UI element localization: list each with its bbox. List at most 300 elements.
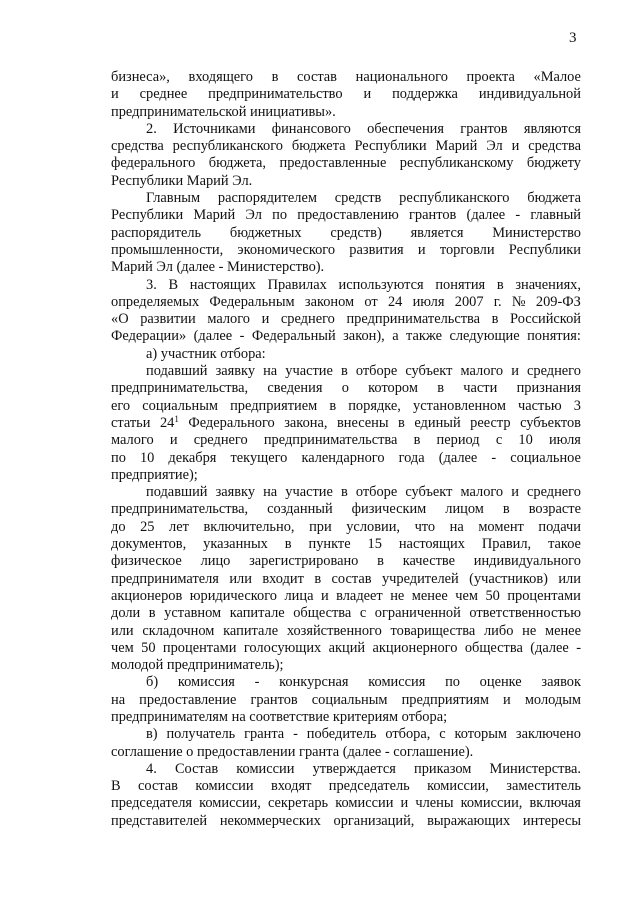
word: (далее [438,449,478,466]
word: члены [415,795,454,812]
word: социальным [142,397,218,414]
word: подавший [146,484,208,501]
text-line [111,155,581,172]
word: 25 [140,518,155,535]
word: некоммерческих [219,812,321,829]
text-line [111,623,581,640]
word: в [437,380,445,397]
word: не [522,622,537,639]
word: в [340,484,348,501]
word: заявку [215,484,256,501]
text-line [111,813,581,830]
word: в [502,501,510,518]
word: и [400,795,409,812]
word: значениях, [515,276,581,293]
word: следующие [449,328,520,345]
word: календарного [301,449,385,466]
word: менее [544,622,581,639]
word: заключено [515,726,581,743]
word: по [111,449,126,466]
text-line [111,294,581,311]
word: внесены [336,414,389,431]
word: текущего [230,449,288,466]
word: 24 [387,293,403,310]
word: торговли [439,241,495,258]
word: участие [285,484,333,501]
word: заявку [215,363,256,380]
word: средств) [330,224,382,241]
word: оценке [479,674,522,691]
word: бизнеса», [111,69,170,85]
word: развитии [140,311,196,328]
text-line [111,795,581,812]
word: среднего [526,363,581,380]
word: - [515,207,521,224]
word: получатель [166,726,236,743]
text-line [111,571,581,588]
word: акций [328,639,366,656]
word: с [359,605,367,622]
word: входит [262,570,304,587]
word: Федеральным [209,293,295,310]
word: зарегистрировано [249,553,359,570]
word: в [271,69,279,85]
word: Эл [486,138,503,155]
word: распорядителем [217,190,317,207]
word: до [111,518,126,535]
word: и [261,311,270,328]
word: «Малое [533,69,581,85]
text-line [111,519,581,536]
word: которым [454,726,508,743]
word: на [449,518,464,535]
word: отбора, [385,726,431,743]
word: комиссии, [460,795,523,812]
word: товарищества [390,622,476,639]
word: комиссия [368,674,426,691]
word: и [111,86,119,103]
word: В [111,778,121,795]
word: предоставлению [297,207,399,224]
word: обеспечения [367,120,444,137]
word: от [364,293,378,310]
word: победитель [306,726,377,743]
word: малого [111,432,154,449]
text-line [111,778,581,795]
word: Федерального [188,414,275,431]
text-line [111,363,581,380]
word: предпринимательства, [111,501,249,518]
word: г. [493,293,502,310]
word: не [390,587,405,604]
word: организаций, [333,812,415,829]
text-line [111,692,581,709]
text-line: а) участник отбора: [146,345,266,362]
word: Федерации» [111,328,187,345]
word: документов, [111,536,187,553]
word: на [263,363,278,380]
word: созданный [267,501,333,518]
word: в [413,432,421,449]
word: голосующих [243,639,322,656]
word: года [398,449,425,466]
text-line [111,761,581,778]
word: утверждается [312,760,396,777]
text-line [111,415,581,432]
word: 50 [485,587,500,604]
text-line: предпринимательской инициативы». [111,103,336,120]
word: заявок [541,674,581,691]
word: приказом [414,760,472,777]
word: на [111,691,126,708]
word: Главным [146,190,201,207]
word: понятия: [527,328,581,345]
word: субъектов [520,414,581,431]
word: комиссии [195,778,254,795]
word: отборе [355,363,398,380]
word: участие [285,363,333,380]
word: порядке, [348,397,401,414]
word: законом [304,293,355,310]
word: входят [270,778,312,795]
word: процентами [507,587,581,604]
word: и [511,363,519,380]
word: включая [529,795,581,812]
word: - [239,328,245,345]
word: такое [548,536,581,553]
word: используются [338,276,424,293]
word: процентами [162,639,237,656]
text-line [111,86,581,103]
word: и [511,138,520,155]
text-line: предприятие); [111,466,198,483]
word: признания [516,380,581,397]
text-line [111,432,581,449]
word: возрасте [528,501,581,518]
word: Республики [111,207,184,224]
word: общества [293,605,352,622]
word: реестр [470,414,511,431]
word: Федеральный [251,328,336,345]
word: в [314,570,322,587]
word: учредителей [381,570,459,587]
word: статьи [111,414,151,431]
word: лицом [445,501,484,518]
text-line: Республики Марий Эл. [111,172,253,189]
word: 3. [146,276,157,293]
word: Республики [508,241,581,258]
text-line [111,277,581,294]
word: субъект [405,484,453,501]
word: общества [464,639,523,656]
word: предпринимателя [111,570,219,587]
word: по [445,674,460,691]
word: № [511,293,526,310]
word: представителей [111,812,208,829]
word: декабря [168,449,217,466]
word: Марий [193,207,236,224]
text-line [111,588,581,605]
word: - [491,449,497,466]
word: 2. [146,120,157,137]
text-line [111,536,581,553]
word: лица [284,587,314,604]
word: 50 [141,639,156,656]
word: состав [138,778,178,795]
word: среднего [193,432,248,449]
word: о [341,380,349,397]
word: социальным [311,691,388,708]
word: в [491,311,499,328]
word: средства [528,138,581,155]
word: ответственностью [469,605,581,622]
word: распорядитель [111,224,202,241]
word: акционеров [111,587,183,604]
word: его [111,397,131,414]
word: момент [478,518,524,535]
word: Министерства. [489,760,581,777]
word: и [363,86,372,103]
word: комиссии, [427,778,489,795]
word: предоставленные [279,155,387,172]
word: и [417,241,426,258]
word: закона, [284,414,328,431]
word: комиссия [177,674,235,691]
word: бюджета, [208,155,267,172]
word: среднего [280,311,335,328]
word: складочном [142,622,215,639]
word: конкурсная [279,674,349,691]
word: ограниченной [374,605,461,622]
word: уставном [164,605,222,622]
text-line [111,726,581,743]
word: предпринимательство [208,86,343,103]
word: Правилах [267,276,327,293]
word: 3 [573,397,581,414]
word: гранта [244,726,285,743]
word: в [496,276,504,293]
word: подавший [146,363,208,380]
word: Источниками [173,120,256,137]
word: в [340,363,348,380]
word: Правил, [481,536,532,553]
word: - [576,639,581,656]
word: менее [411,587,448,604]
text-line [111,450,581,467]
word: главный [530,207,581,224]
word: единый [414,414,461,431]
word: является [410,224,464,241]
word: Состав [174,760,219,777]
word: Российской [510,311,581,328]
word: республиканскому [399,155,514,172]
word: 10 [518,432,533,449]
word: 209-ФЗ [535,293,581,310]
word: бюджета [291,138,346,155]
word: б) [146,674,159,691]
word: промышленности, [111,241,224,258]
word: июля [412,293,445,310]
word: национального [355,69,448,85]
word: экономического [237,241,336,258]
word: входящего [188,69,253,85]
word: чем [111,639,134,656]
word: Марий [435,138,478,155]
word: являются [523,120,581,137]
word: секретарь [267,795,329,812]
word: частью [518,397,562,414]
word: капитале [229,605,285,622]
text-line: молодой предприниматель); [111,657,284,674]
word: либо [483,622,514,639]
word: малого [460,363,504,380]
word: заместитель [506,778,581,795]
word: или [558,570,581,587]
text-line [111,69,581,86]
word: Республики [354,138,427,155]
word: лет [169,518,189,535]
word: (далее [530,639,569,656]
word: июля [548,432,581,449]
word: и [169,432,178,449]
word: в [284,536,292,553]
text-line [111,190,581,207]
word: период [436,432,480,449]
word: поддержка [392,86,458,103]
word: председателя [111,795,192,812]
text-line: предпринимателям на соответствие критериям отбора; [111,708,448,725]
word: индивидуального [473,553,581,570]
word: и [503,691,511,708]
text-line [111,501,581,518]
word: чем [455,587,478,604]
word: комиссии [236,760,295,777]
word: в [398,414,405,431]
word: настоящих [189,276,256,293]
text-line [111,640,581,657]
word: с [495,432,503,449]
word: интересы [522,812,581,829]
word: в [148,605,156,622]
word: котором [368,380,418,397]
word: В [168,276,179,293]
word: понятия [435,276,486,293]
word: средств [334,190,382,207]
word: выражающих [427,812,511,829]
word: федерального [111,155,196,172]
word: или [229,570,252,587]
word: что [414,518,436,535]
word: молодым [524,691,581,708]
word: малого [207,311,250,328]
word: (участников) [469,570,548,587]
word: «О [111,311,129,328]
word: $24^1$ [159,413,179,431]
word: физическим [351,501,427,518]
text-line [111,242,581,259]
word: среднее [139,86,188,103]
word: включительно, [203,518,295,535]
word: с [439,726,446,743]
word: установленном [413,397,506,414]
word: (далее [193,328,233,345]
word: в [377,553,384,570]
word: среднего [526,484,581,501]
text-line [111,225,581,242]
word: условии, [346,518,400,535]
word: определяемых [111,293,200,310]
word: Эл [245,207,262,224]
word: Министерство [492,224,581,241]
word: республиканского [172,138,283,155]
word: республиканского [399,190,510,207]
word: развития [349,241,404,258]
word: - [293,726,298,743]
word: 4. [146,760,157,777]
word: настоящих [398,536,465,553]
word: финансового [271,120,351,137]
word: в [329,397,337,414]
word: указанных [203,536,268,553]
word: малого [460,484,504,501]
text-line [111,674,581,691]
word: или [111,622,134,639]
text-line [111,207,581,224]
word: владеет [336,587,383,604]
word: и [320,587,329,604]
word: физическое [111,553,182,570]
text-line [111,121,581,138]
word: (далее [466,207,506,224]
word: при [309,518,332,535]
word: доли [111,605,141,622]
word: бюджетных [229,224,302,241]
text-line: соглашение о предоставлении гранта (далее - соглашение). [111,743,474,760]
text-line: Марий Эл (далее - Министерство). [111,259,325,276]
document-body [111,69,581,830]
word: отборе [355,484,398,501]
word: проекта [466,69,515,85]
word: бюджета [527,190,581,207]
text-line [111,380,581,397]
word: сведения [267,380,323,397]
word: на [263,484,278,501]
word: предприятием [230,397,318,414]
word: - [254,674,260,691]
word: грантов [409,207,457,224]
word: предоставление [139,691,237,708]
word: предприятиям [401,691,489,708]
word: 10 [139,449,155,466]
superscript: 1 [174,413,179,424]
word: грантов [460,120,508,137]
word: части [463,380,498,397]
word: юридического [189,587,277,604]
word: пункте [308,536,351,553]
text-line [111,553,581,570]
text-line [111,328,581,345]
word: подачи [538,518,581,535]
word: состав [331,570,372,587]
word: а [392,328,399,345]
text-line [111,484,581,501]
word: закон), [343,328,385,345]
word: также [406,328,442,345]
word: состав [297,69,337,85]
word: 15 [367,536,382,553]
word: предпринимательства [263,432,398,449]
word: качестве [402,553,456,570]
